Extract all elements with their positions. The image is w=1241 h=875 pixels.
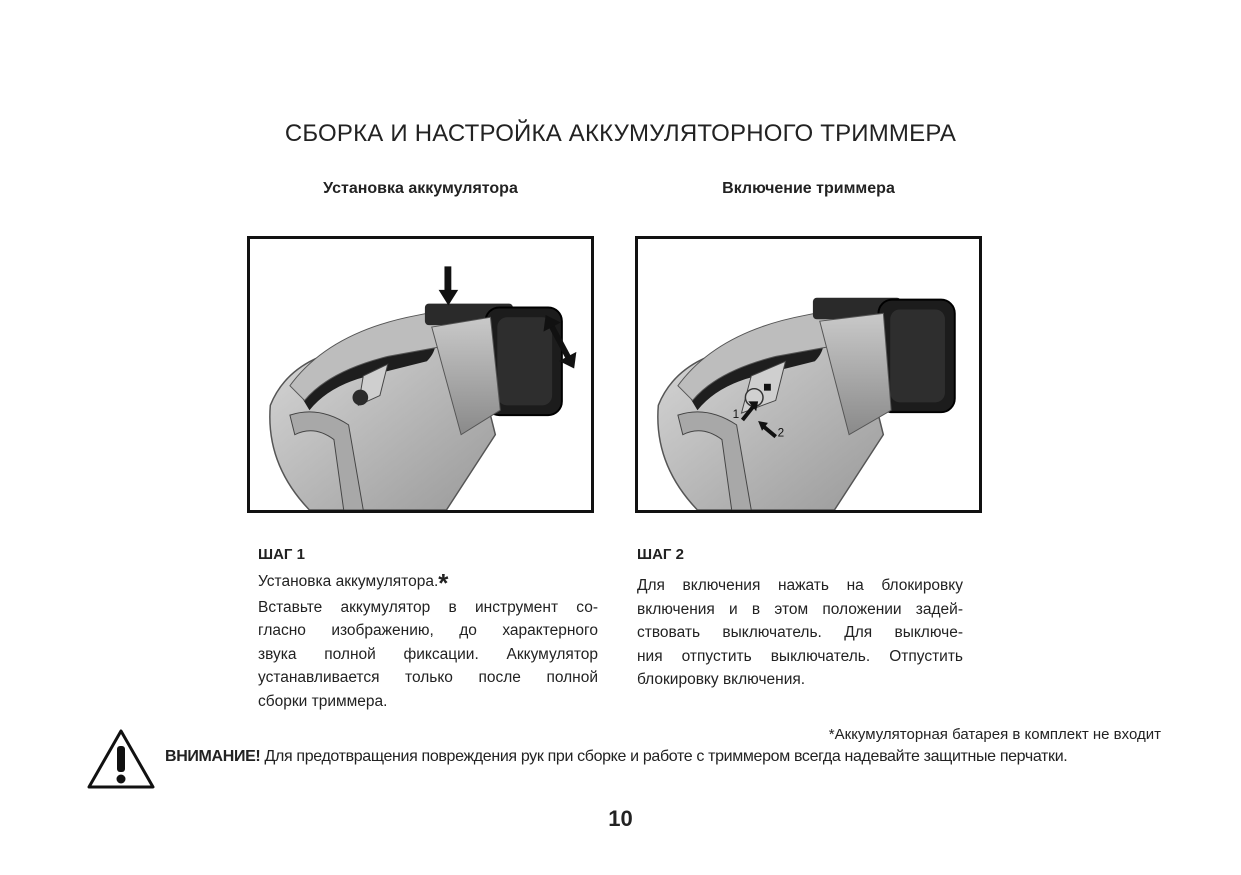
callout-2-label: 2	[777, 426, 785, 440]
step-1-line: Вставьте аккумулятор в инструмент со-	[258, 598, 598, 616]
step-1-line: сборки триммера.	[258, 692, 388, 710]
illustration-trimmer-on	[635, 236, 982, 513]
heading-trimmer-on: Включение триммера	[722, 180, 895, 197]
step-1-line: гласно изображению, до характерного	[258, 622, 598, 639]
step-2-label: ШАГ 2	[637, 546, 684, 563]
step-1-text	[258, 570, 598, 713]
page-title: СБОРКА И НАСТРОЙКА АККУМУЛЯТОРНОГО ТРИММЕРА	[284, 120, 957, 147]
step-2-line: блокировку включения.	[637, 671, 806, 688]
warning-label: ВНИМАНИЕ!	[165, 748, 261, 765]
page-number: 10	[608, 806, 633, 831]
trimmer-battery-drawing	[250, 239, 591, 510]
illustration-battery-install	[247, 236, 594, 513]
step-2-line: Для включения нажать на блокировку	[637, 577, 963, 594]
step-2-line: ния отпустить выключатель. Отпустить	[637, 647, 963, 665]
arrow-down-icon	[439, 266, 459, 305]
step-2-line: включения и в этом положении задей-	[637, 600, 963, 618]
step-2-line: ствовать выключатель. Для выключе-	[637, 624, 963, 641]
step-1-line: звука полной фиксации. Аккумулятор	[258, 645, 598, 663]
asterisk-mark: *	[438, 568, 449, 598]
step-1-label: ШАГ 1	[258, 546, 305, 563]
warning-triangle-icon	[86, 728, 156, 790]
callout-1-label: 1	[732, 408, 740, 422]
warning-text: Для предотвращения повреждения рук при сборке и работе с триммером всегда надевайте защитные перчатки.	[260, 748, 1068, 765]
step-2-text	[637, 574, 963, 692]
step-1-line: устанавливается только после полной	[258, 669, 598, 686]
trimmer-switch-drawing	[638, 239, 979, 510]
step-1-intro: Установка аккумулятора.	[258, 573, 439, 590]
warning-notice	[165, 748, 1067, 766]
battery-footnote: *Аккумуляторная батарея в комплект не входит	[828, 726, 1161, 743]
heading-battery-install: Установка аккумулятора	[323, 180, 518, 197]
